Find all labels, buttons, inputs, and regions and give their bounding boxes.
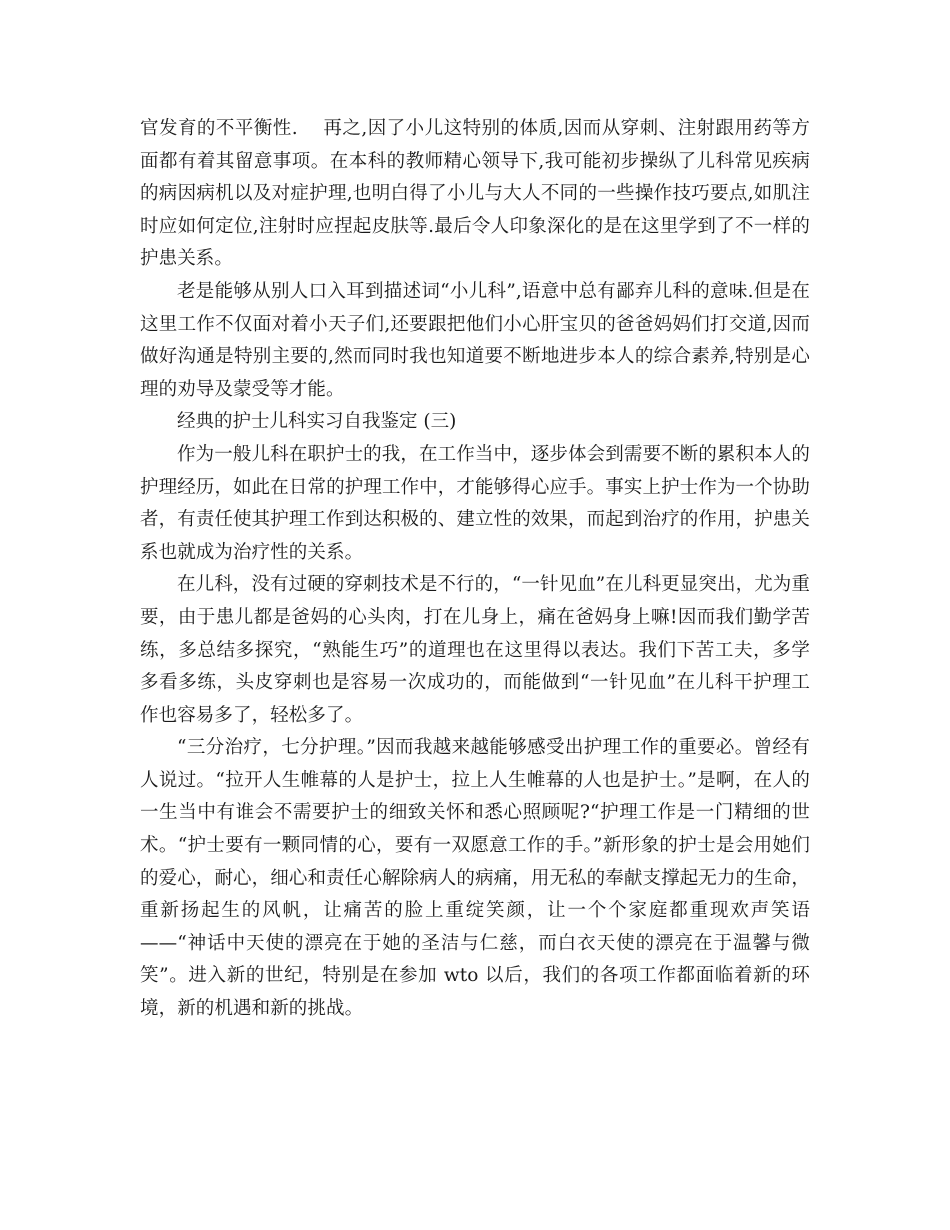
section-heading: 经典的护士儿科实习自我鉴定 (三) [177, 411, 457, 433]
paragraph-4: 在儿科，没有过硬的穿刺技术是不行的，“一针见血”在儿科更显突出，尤为重要，由于患儿都是爸妈的心头肉，打在儿身上，痛在爸妈身上嘛!因而我们勤学苦练，多总结多探究，“熟能生巧”的道理也在这里得以表达。我们下苦工夫，多学多看多练，头皮穿刺也是容易一次成功的，而能做到“一针见血”在儿科干护理工作也容易多了，轻松多了。 [140, 574, 810, 726]
paragraph-5: “三分治疗，七分护理。”因而我越来越能够感受出护理工作的重要必。曾经有人说过。“拉开人生帷幕的人是护士，拉上人生帷幕的人也是护士。”是啊，在人的一生当中有谁会不需要护士的细致关怀和悉心照顾呢?“护理工作是一门精细的世术。“护士要有一颗同情的心，要有一双愿意工作的手。”新形象的护士是会用她们的爱心，耐心，细心和责任心解除病人的病痛，用无私的奉献支撑起无力的生命，重新扬起生的风帆，让痛苦的脸上重绽笑颜，让一个个家庭都重现欢声笑语——“神话中天使的漂亮在于她的圣洁与仁慈，而白衣天使的漂亮在于温馨与微笑”。进入新的世纪，特别是在参加 wto 以后，我们的各项工作都面临着新的环境，新的机遇和新的挑战。 [140, 737, 810, 1020]
paragraph-1: 官发育的不平衡性. 再之,因了小儿这特别的体质,因而从穿刺、注射跟用药等方面都有着其留意事项。在本科的教师精心领导下,我可能初步操纵了儿科常见疾病的病因病机以及对症护理,也明白得了小儿与大人不同的一些操作技巧要点,如肌注时应如何定位,注射时应捏起皮肤等.最后令人印象深化的是在这里学到了不一样的护患关系。 [140, 118, 810, 270]
paragraph-3: 作为一般儿科在职护士的我，在工作当中，逐步体会到需要不断的累积本人的护理经历，如此在日常的护理工作中，才能够得心应手。事实上护士作为一个协助者，有责任使其护理工作到达积极的、建立性的效果，而起到治疗的作用，护患关系也就成为治疗性的关系。 [140, 443, 810, 563]
paragraph-2: 老是能够从别人口入耳到描述词“小儿科”,语意中总有鄙弃儿科的意味.但是在这里工作不仅面对着小天子们,还要跟把他们小心肝宝贝的爸爸妈妈们打交道,因而做好沟通是特别主要的,然而同时我也知道要不断地进步本人的综合素养,特别是心理的劝导及蒙受等才能。 [140, 280, 810, 400]
